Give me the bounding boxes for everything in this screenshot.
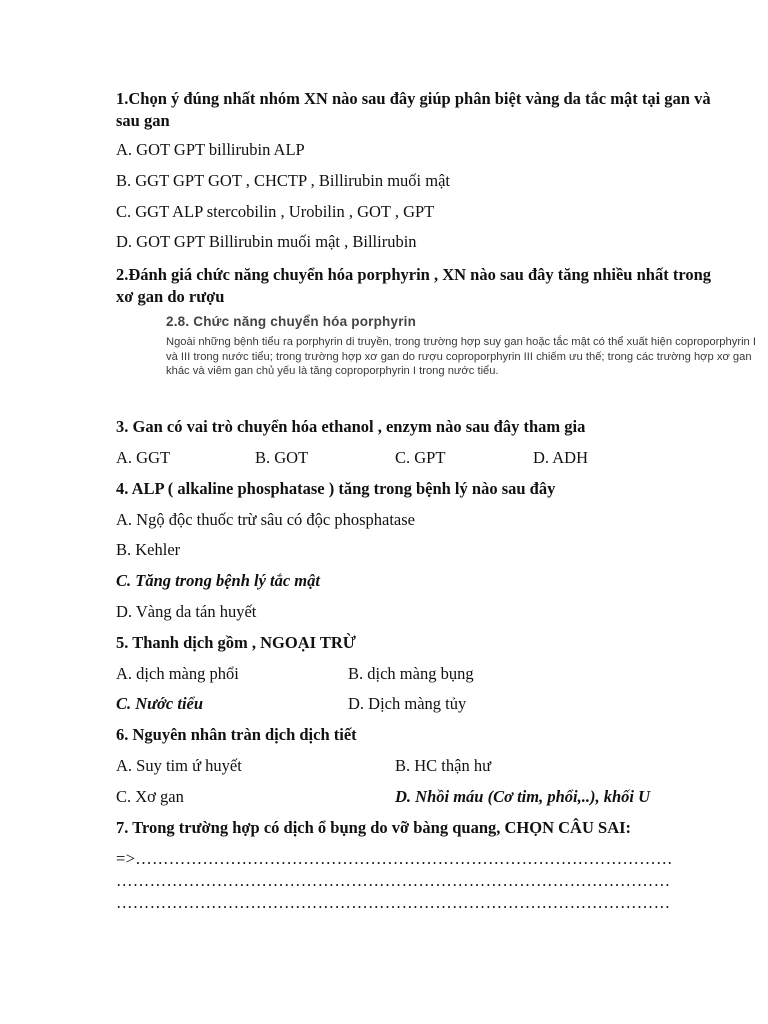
question-4: 4. ALP ( alkaline phosphatase ) tăng trong bệnh lý nào sau đây bbox=[116, 479, 556, 498]
q3-option-c: C. GPT bbox=[395, 448, 446, 467]
q6-option-d: D. Nhồi máu (Cơ tim, phổi,..), khối U bbox=[395, 787, 651, 806]
q5-option-a: A. dịch màng phổi bbox=[116, 664, 239, 683]
q3-option-a: A. GGT bbox=[116, 448, 171, 467]
q1-option-d: D. GOT GPT Billirubin muối mật , Billirubin bbox=[116, 232, 417, 251]
q3-option-b: B. GOT bbox=[255, 448, 309, 467]
q4-option-b: B. Kehler bbox=[116, 540, 181, 559]
q4-option-d: D. Vàng da tán huyết bbox=[116, 602, 257, 621]
q5-option-b: B. dịch màng bụng bbox=[348, 664, 474, 683]
excerpt-body: Ngoài những bệnh tiểu ra porphyrin di truyền, trong trường hợp suy gan hoặc tắc mật có thể xuất hiện coproporphyrin I và III trong nước tiểu; trong trường hợp xơ gan do rượu coproporphyrin III chiếm ưu thế; trong các trường hợp xơ gan khác và viêm gan chủ yếu là tăng coproporphyrin I trong nước tiểu. bbox=[166, 336, 756, 377]
q1-option-b: B. GGT GPT GOT , CHCTP , Billirubin muối mật bbox=[116, 171, 451, 190]
answer-line-1: =>…………………………………………………………………………………… bbox=[116, 849, 673, 868]
question-7: 7. Trong trường hợp có dịch ổ bụng do vỡ bàng quang, CHỌN CÂU SAI: bbox=[116, 818, 632, 837]
q1-option-c: C. GGT ALP stercobilin , Urobilin , GOT , GPT bbox=[116, 202, 435, 221]
question-6: 6. Nguyên nhân tràn dịch dịch tiết bbox=[116, 725, 357, 744]
answer-line-2: ……………………………………………………………………………………… bbox=[116, 871, 671, 890]
q6-option-a: A. Suy tim ứ huyết bbox=[116, 756, 242, 775]
q6-option-b: B. HC thận hư bbox=[395, 756, 492, 775]
q4-option-c: C. Tăng trong bệnh lý tắc mật bbox=[116, 571, 320, 590]
textbook-excerpt-image bbox=[166, 314, 756, 379]
q4-option-a: A. Ngộ độc thuốc trừ sâu có độc phosphatase bbox=[116, 510, 415, 529]
q5-option-c: C. Nước tiểu bbox=[116, 694, 204, 713]
q1-option-a: A. GOT GPT billirubin ALP bbox=[116, 140, 305, 159]
q5-option-d: D. Dịch màng tủy bbox=[348, 694, 467, 713]
question-3: 3. Gan có vai trò chuyển hóa ethanol , enzym nào sau đây tham gia bbox=[116, 417, 586, 436]
question-5: 5. Thanh dịch gồm , NGOẠI TRỪ bbox=[116, 633, 356, 652]
answer-line-3: ……………………………………………………………………………………… bbox=[116, 893, 671, 912]
excerpt-heading: 2.8. Chức năng chuyển hóa porphyrin bbox=[166, 314, 417, 329]
q6-option-c: C. Xơ gan bbox=[116, 787, 184, 806]
question-1: 1.Chọn ý đúng nhất nhóm XN nào sau đây giúp phân biệt vàng da tắc mật tại gan và sau gan bbox=[116, 89, 711, 130]
question-2: 2.Đánh giá chức năng chuyển hóa porphyrin , XN nào sau đây tăng nhiều nhất trong xơ gan do rượu bbox=[116, 265, 712, 306]
q3-option-d: D. ADH bbox=[533, 448, 589, 467]
